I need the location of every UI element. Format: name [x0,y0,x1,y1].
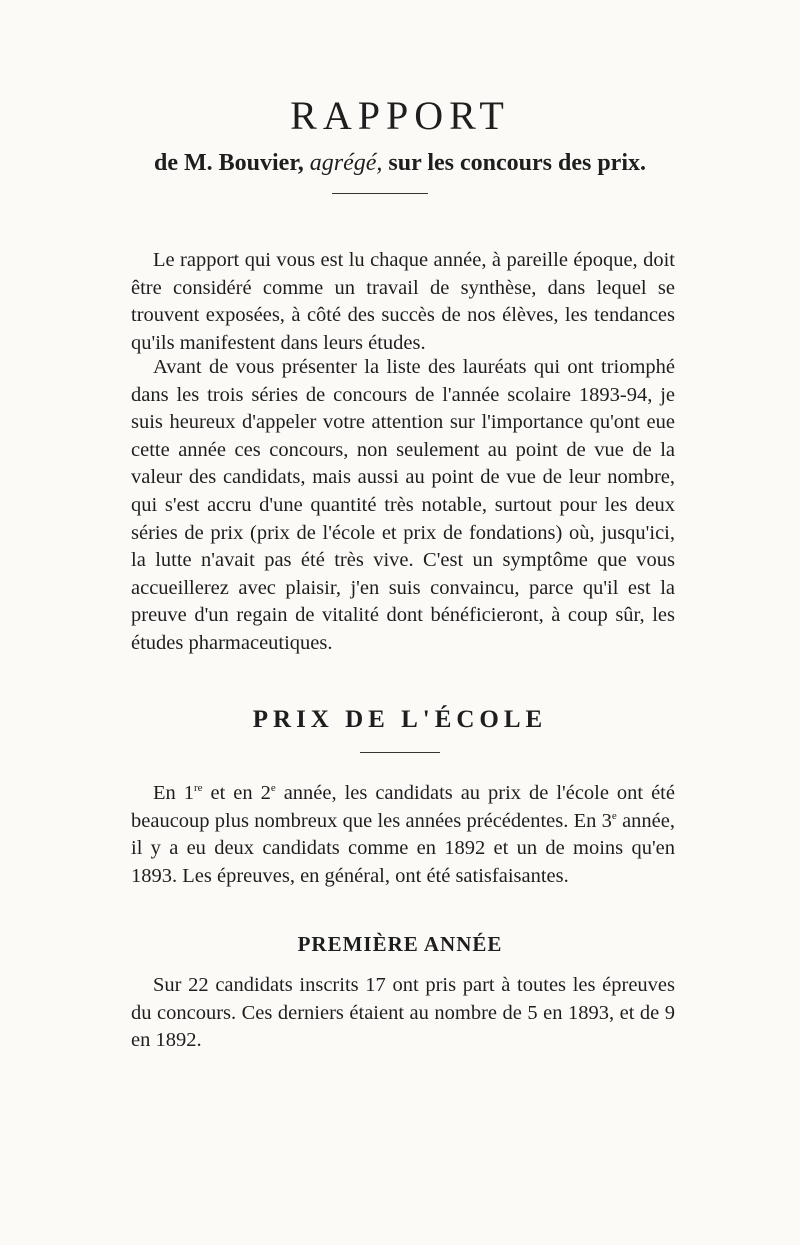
subtitle-end: sur les concours des prix. [382,150,646,176]
page-title: RAPPORT [290,93,510,138]
title-divider [332,193,428,194]
section-divider [360,752,440,753]
intro-text-4: année, il y a eu deux candidats comme en 1892 et un de moins qu'en 1893. Les épreuves, en général, ont été satisfaisantes. [131,809,675,887]
section-heading-prix-ecole: PRIX DE L'ÉCOLE [252,706,548,733]
intro-text-2: et en 2 [202,782,271,804]
subtitle-start: de M. Bouvier, [153,150,310,176]
superscript-re: re [194,782,203,795]
paragraph-intro: Le rapport qui vous est lu chaque année, à pareille époque, doit être considéré comme un travail de synthèse, dans lequel se trouvent exposées, à côté des succès de nos élèves, les tendances qu'ils manifestent dans leurs études. [131,249,675,354]
subheading-premiere-annee: PREMIÈRE ANNÉE [297,932,503,956]
report-subtitle [0,150,800,177]
intro-text-1: En 1 [153,782,194,804]
intro-text-3: année, les candidats au prix de l'école ont été beaucoup plus nombreux que les années précédentes. En 3 [131,782,675,832]
paragraph-laureats: Avant de vous présenter la liste des lauréats qui ont triomphé dans les trois séries de concours de l'année scolaire 1893-94, je suis heureux d'appeler votre attention sur l'importance qu'ont eue cette année ces concours, non seulement au point de vue de la valeur des candidats, mais aussi au point de vue de leur nombre, qui s'est accru d'une quantité très notable, surtout pour les deux séries de prix (prix de l'école et prix de fondations) où, jusqu'ici, la lutte n'avait pas été très vive. C'est un symptôme que vous accueillerez avec plaisir, j'en suis convaincu, parce qu'il est la preuve d'un regain de vitalité dont bénéficieront, à coup sûr, les études pharmaceutiques. [131,356,675,654]
superscript-e-2: e [611,809,617,822]
paragraph-premiere-annee: Sur 22 candidats inscrits 17 ont pris part à toutes les épreuves du concours. Ces derniers étaient au nombre de 5 en 1893, et de 9 en 1892. [131,974,675,1052]
paragraph-prix-ecole [131,780,675,890]
subtitle-italic: agrégé, [309,150,383,176]
superscript-e-1: e [270,782,276,795]
